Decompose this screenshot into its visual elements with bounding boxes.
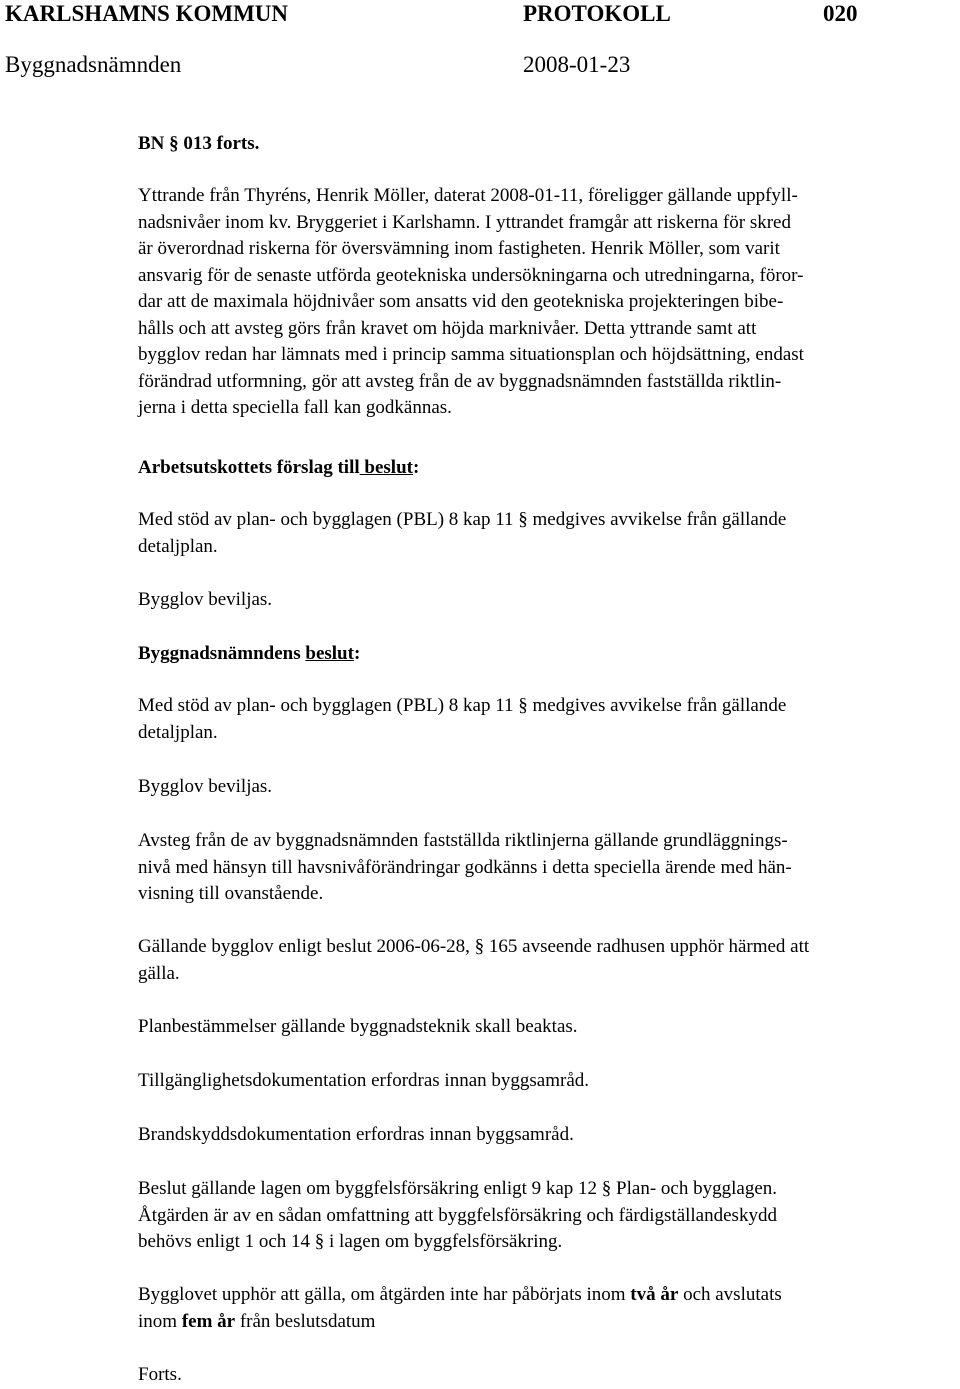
board-permit-line: Bygglov beviljas. xyxy=(138,776,273,797)
heading-underlined: beslut xyxy=(305,643,354,664)
case-heading: BN § 013 forts. xyxy=(138,133,260,154)
text-line: jerna i detta speciella fall kan godkännas. xyxy=(138,397,452,418)
text-line xyxy=(138,1282,960,1309)
heading-suffix: : xyxy=(353,643,361,664)
validity-completion-period: fem år xyxy=(181,1310,236,1332)
text-line: Med stöd av plan- och bygglagen (PBL) 8 kap 11 § medgives avvikelse från gällande xyxy=(138,509,787,530)
committee-proposal-heading xyxy=(138,455,960,482)
validity-text: och avslutats xyxy=(678,1284,782,1305)
text-line: Åtgärden är av en sådan omfattning att byggfelsförsäkring och färdigställandeskydd xyxy=(138,1204,777,1226)
text-line: Beslut gällande lagen om byggfelsförsäkring enligt 9 kap 12 § Plan- och bygglagen. xyxy=(138,1178,777,1199)
insurance-paragraph xyxy=(138,1176,960,1256)
heading-underlined: beslut xyxy=(359,457,413,478)
text-line: Med stöd av plan- och bygglagen (PBL) 8 kap 11 § medgives avvikelse från gällande xyxy=(138,695,787,716)
validity-start-period: två år xyxy=(630,1284,679,1305)
text-line: förändrad utformning, gör att avsteg från de av byggnadsnämnden fastställda riktlin- xyxy=(138,370,782,392)
page-number: 020 xyxy=(823,1,858,26)
validity-text: från beslutsdatum xyxy=(235,1310,376,1332)
municipality-name: KARLSHAMNS KOMMUN xyxy=(5,1,289,26)
planning-provisions-line: Planbestämmelser gällande byggnadsteknik skall beaktas. xyxy=(138,1016,578,1037)
heading-suffix: : xyxy=(412,457,420,478)
text-line: ansvarig för de senaste utförda geotekniska undersökningarna och utredningarna, föror- xyxy=(138,264,804,286)
validity-paragraph xyxy=(138,1282,960,1335)
text-line: Yttrande från Thyréns, Henrik Möller, daterat 2008-01-11, föreligger gällande uppfyll- xyxy=(138,185,798,206)
text-line: nivå med hänsyn till havsnivåförändringar godkänns i detta speciella ärende med hän- xyxy=(138,856,792,878)
text-line: nadsnivåer inom kv. Bryggeriet i Karlshamn. I yttrandet framgår att riskerna för skred xyxy=(138,211,791,233)
text-line: gälla. xyxy=(138,962,180,984)
protocol-date: 2008-01-23 xyxy=(523,52,631,77)
validity-text: inom xyxy=(138,1310,182,1332)
text-line: behövs enligt 1 och 14 § i lagen om byggfelsförsäkring. xyxy=(138,1231,563,1252)
text-line: dar att de maximala höjdnivåer som ansatts vid den geotekniska projekteringen bibe- xyxy=(138,291,784,312)
fire-safety-docs-line: Brandskyddsdokumentation erfordras innan byggsamråd. xyxy=(138,1124,574,1145)
previous-permit-paragraph xyxy=(138,934,960,987)
text-line: hålls och att avsteg görs från kravet om höjda marknivåer. Detta yttrande samt att xyxy=(138,317,757,339)
text-line: detaljplan. xyxy=(138,535,218,557)
department-name: Byggnadsnämnden xyxy=(5,52,182,77)
accessibility-docs-line: Tillgänglighetsdokumentation erfordras innan byggsamråd. xyxy=(138,1070,589,1091)
heading-prefix: Byggnadsnämndens xyxy=(138,643,306,664)
text-line: är överordnad riskerna för översvämning inom fastigheten. Henrik Möller, som varit xyxy=(138,238,780,259)
committee-permit-line: Bygglov beviljas. xyxy=(138,589,273,610)
board-decision-text xyxy=(138,693,960,746)
statement-paragraph xyxy=(138,183,960,422)
continuation-note: Forts. xyxy=(138,1364,182,1385)
text-line: Avsteg från de av byggnadsnämnden fastställda riktlinjerna gällande grundläggnings- xyxy=(138,830,788,851)
deviation-paragraph xyxy=(138,828,960,908)
board-decision-heading xyxy=(138,641,960,668)
committee-proposal-text xyxy=(138,507,960,560)
document-type: PROTOKOLL xyxy=(523,1,671,26)
text-line xyxy=(138,1309,960,1336)
text-line: detaljplan. xyxy=(138,721,218,743)
text-line: bygglov redan har lämnats med i princip samma situationsplan och höjdsättning, endast xyxy=(138,344,804,365)
text-line: visning till ovanstående. xyxy=(138,883,324,904)
validity-text: Bygglovet upphör att gälla, om åtgärden inte har påbörjats inom xyxy=(138,1284,631,1305)
text-line: Gällande bygglov enligt beslut 2006-06-28, § 165 avseende radhusen upphör härmed att xyxy=(138,936,810,957)
heading-prefix: Arbetsutskottets förslag till xyxy=(138,457,360,478)
